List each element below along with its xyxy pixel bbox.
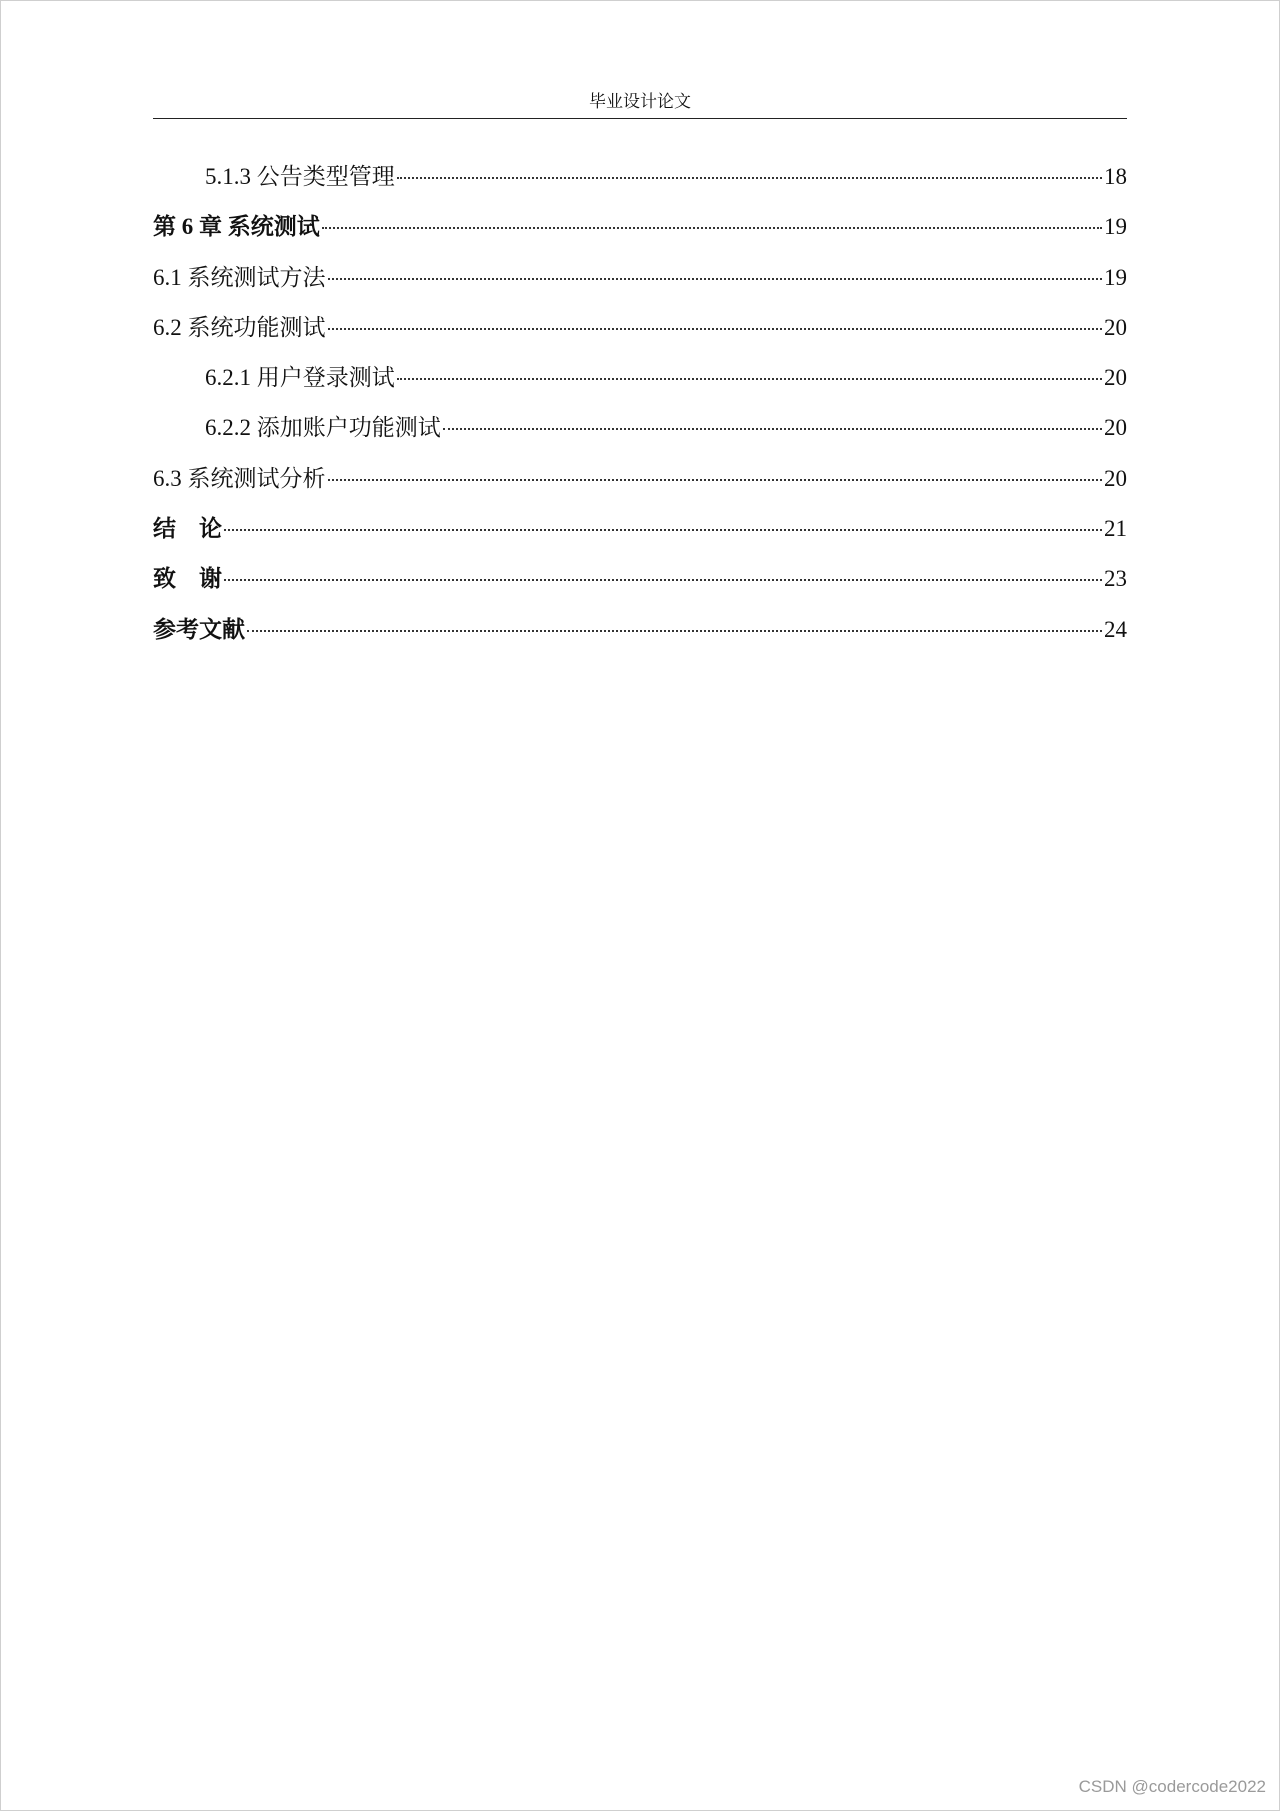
toc-entry-page: 20 — [1104, 314, 1127, 340]
toc-entry[interactable] — [153, 512, 1127, 562]
toc-dot-leader — [247, 630, 1102, 632]
watermark — [1079, 1777, 1266, 1797]
watermark-text: CSDN @codercode2022 — [1078, 1777, 1266, 1796]
toc-entry-page: 19 — [1104, 214, 1127, 240]
toc-dot-leader — [224, 529, 1102, 531]
toc-entry-label: 6.1 系统测试方法 — [153, 264, 326, 290]
header-title: 毕业设计论文 — [589, 92, 691, 111]
toc-entry[interactable] — [153, 311, 1127, 361]
toc-entry-page: 18 — [1104, 164, 1127, 189]
toc-dot-leader — [328, 479, 1103, 481]
toc-entry[interactable] — [153, 160, 1127, 210]
toc-entry-page: 21 — [1104, 516, 1127, 542]
toc-entry-label: 6.2 系统功能测试 — [153, 314, 326, 340]
toc-entry-label: 结 论 — [153, 516, 222, 542]
toc-entry[interactable] — [153, 261, 1127, 311]
toc-dot-leader — [328, 278, 1103, 280]
toc-dot-leader — [443, 428, 1102, 430]
toc-entry-page: 24 — [1104, 616, 1127, 642]
toc-entry[interactable] — [153, 411, 1127, 461]
toc-entry-page: 20 — [1104, 465, 1127, 491]
toc-entry-label: 致 谢 — [153, 566, 222, 592]
toc-entry[interactable] — [153, 210, 1127, 260]
toc-entry-label: 参考文献 — [153, 616, 245, 642]
toc-entry-page: 19 — [1104, 264, 1127, 290]
toc-entry[interactable] — [153, 361, 1127, 411]
table-of-contents — [153, 160, 1127, 663]
toc-dot-leader — [328, 328, 1103, 330]
toc-entry-page: 20 — [1104, 365, 1127, 391]
toc-dot-leader — [397, 177, 1102, 179]
toc-dot-leader — [397, 378, 1102, 380]
toc-entry-label: 第 6 章 系统测试 — [153, 214, 320, 240]
toc-entry-label: 6.2.2 添加账户功能测试 — [205, 415, 441, 441]
toc-dot-leader — [322, 227, 1102, 229]
header-rule — [153, 118, 1127, 119]
toc-dot-leader — [224, 579, 1102, 581]
toc-entry[interactable] — [153, 462, 1127, 512]
page-header — [153, 90, 1127, 114]
toc-entry[interactable] — [153, 613, 1127, 663]
toc-entry-label: 5.1.3 公告类型管理 — [205, 164, 395, 189]
toc-entry-label: 6.3 系统测试分析 — [153, 465, 326, 491]
toc-entry-page: 23 — [1104, 566, 1127, 592]
toc-entry-label: 6.2.1 用户登录测试 — [205, 365, 395, 391]
toc-entry[interactable] — [153, 562, 1127, 612]
toc-entry-page: 20 — [1104, 415, 1127, 441]
